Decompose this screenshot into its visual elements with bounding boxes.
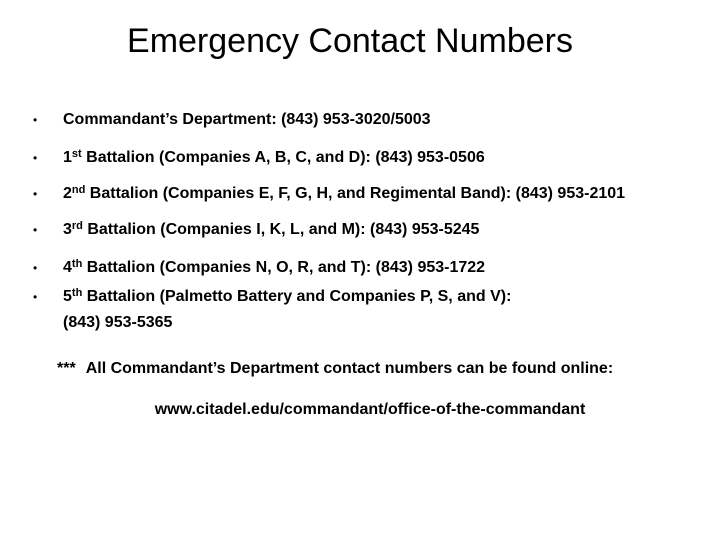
bullet-icon: • (33, 290, 38, 304)
online-note (57, 360, 613, 378)
contact-text: 3rd Battalion (Companies I, K, L, and M): (843) 953-5245 (63, 220, 480, 238)
contact-text-continuation: (843) 953-5365 (63, 314, 173, 331)
contact-text: 5th Battalion (Palmetto Battery and Companies P, S, and V): (63, 287, 512, 305)
bullet-icon: • (33, 261, 38, 275)
contact-text: Commandant’s Department: (843) 953-3020/5003 (63, 111, 431, 128)
commandant-url-link[interactable]: www.citadel.edu/commandant/office-of-the-commandant (154, 401, 586, 418)
bullet-icon: • (33, 113, 38, 127)
bullet-icon: • (33, 151, 38, 165)
note-text: All Commandant’s Department contact numbers can be found online: (85, 360, 614, 377)
list-item (0, 180, 720, 208)
contact-text: 1st Battalion (Companies A, B, C, and D): (843) 953-0506 (63, 148, 485, 166)
list-item-continuation (0, 309, 720, 337)
list-item (0, 283, 720, 311)
note-asterisks: *** (57, 360, 76, 377)
list-item (0, 144, 720, 172)
contact-text: 4th Battalion (Companies N, O, R, and T): (843) 953-1722 (63, 258, 486, 276)
bullet-icon: • (33, 223, 38, 237)
list-item (0, 254, 720, 282)
contact-text: 2nd Battalion (Companies E, F, G, H, and Regimental Band): (843) 953-2101 (63, 184, 626, 202)
list-item (0, 106, 720, 134)
list-item (0, 216, 720, 244)
page-title: Emergency Contact Numbers (127, 22, 573, 60)
bullet-icon: • (33, 187, 38, 201)
